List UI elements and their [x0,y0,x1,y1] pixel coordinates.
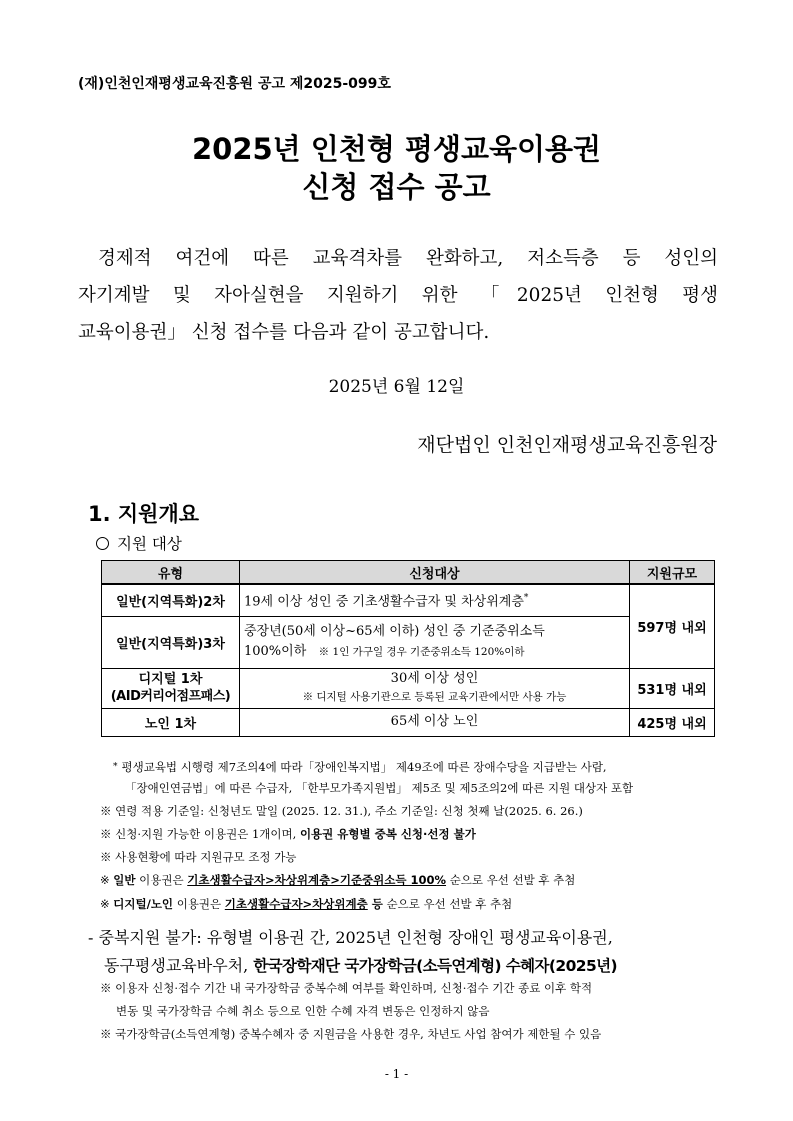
table-row [102,584,715,616]
type-cell: 노인 1차 [102,708,240,736]
subsection-heading: 지원 대상 [96,532,182,554]
scale-cell: 425명 내외 [630,708,715,736]
note-item: ※ 사용현황에 따라 지원규모 조정 가능 [100,850,297,864]
section-heading: 1. 지원개요 [88,502,200,526]
scale-cell: 597명 내외 [630,584,715,668]
target-cell: 65세 이상 노인 [239,708,629,736]
type-cell: 디지털 1차 (AID커리어점프패스) [102,668,240,708]
type-cell: 일반(지역특화)2차 [102,584,240,616]
intro-line: 경제적 여건에 따른 교육격차를 완화하고, 저소득층 등 성인의 [98,248,718,269]
table-row [102,708,715,736]
table-row [102,668,715,708]
note-item: ※ 연령 적용 기준일: 신청년도 말일 (2025. 12. 31.), 주소 기준일: 신청 첫째 날(2025. 6. 26.) [100,804,583,818]
intro-line: 자기계발 및 자아실현을 지원하기 위한 「2025년 인천형 평생 [78,285,718,306]
intro-line: 교육이용권」 신청 접수를 다음과 같이 공고합니다. [78,322,490,343]
note-item: ※ 신청·지원 가능한 이용권은 1개이며, 이용권 유형별 중복 신청·선정 불가 [100,827,476,841]
note-item: ※ 이용자 신청·접수 기간 내 국가장학금 중복수혜 여부를 확인하며, 신청·접수 기간 종료 이후 학적 [100,981,593,995]
table-row [102,616,715,668]
table-footnote: * 평생교육법 시행령 제7조의4에 따라「장애인복지법」 제49조에 따른 장애수당을 지급받는 사람, 「장애인연금법」에 따른 수급자, 「한부모가족지원법」 제5조 및 제5조의2에 따른 지원 대상자 포함 [113,760,634,795]
scholarship-notes: ※ 이용자 신청·접수 기간 내 국가장학금 중복수혜 여부를 확인하며, 신청·접수 기간 종료 이후 학적 변동 및 국가장학금 수혜 취소 등으로 인한 수혜 자격 변동은 인정하지 않음 ※ 국가장학금(소득연계형) 중복수혜자 중 지원금을 사용한 경우, 차년도 사업 참여가 제한될 수 있음 [100,977,720,1046]
support-target-table [101,560,715,737]
table-header-row [102,561,715,585]
scale-cell: 531명 내외 [630,668,715,708]
table-header-cell: 유형 [102,561,240,585]
notice-date: 2025년 6월 12일 [328,377,465,397]
circle-bullet-icon [96,537,109,550]
target-cell: 30세 이상 성인 ※ 디지털 사용기관으로 등록된 교육기관에서만 사용 가능 [239,668,629,708]
type-cell: 일반(지역특화)3차 [102,616,240,668]
signer: 재단법인 인천인재평생교육진흥원장 [417,434,717,456]
duplicate-support-notice: - 중복지원 불가: 유형별 이용권 간, 2025년 인천형 장애인 평생교육이용권, 동구평생교육바우처, 한국장학재단 국가장학금(소득연계형) 수혜자(2025년) [88,928,618,975]
page-title-line2: 신청 접수 공고 [302,170,491,204]
target-cell: 19세 이상 성인 중 기초생활수급자 및 차상위계층* [239,584,629,616]
page-title-line1: 2025년 인천형 평생교육이용권 [191,132,602,166]
table-header-cell: 지원규모 [630,561,715,585]
note-item: ※ 국가장학금(소득연계형) 중복수혜자 중 지원금을 사용한 경우, 차년도 사업 참여가 제한될 수 있음 [100,1027,602,1041]
intro-paragraph [78,240,718,351]
note-item: ※ 일반 이용권은 기초생활수급자>차상위계층>기준중위소득 100% 순으로 우선 선발 후 추첨 [100,873,576,887]
table-header-cell: 신청대상 [239,561,629,585]
target-cell: 중장년(50세 이상~65세 이하) 성인 중 기준중위소득 100%이하 ※ 1인 가구일 경우 기준중위소득 120%이하 [239,616,629,668]
note-item: ※ 디지털/노인 이용권은 기초생활수급자>차상위계층 등 순으로 우선 선발 후 추첨 [100,897,513,911]
notice-number: (재)인천인재평생교육진흥원 공고 제2025-099호 [78,76,391,92]
page-number: - 1 - [384,1067,409,1081]
